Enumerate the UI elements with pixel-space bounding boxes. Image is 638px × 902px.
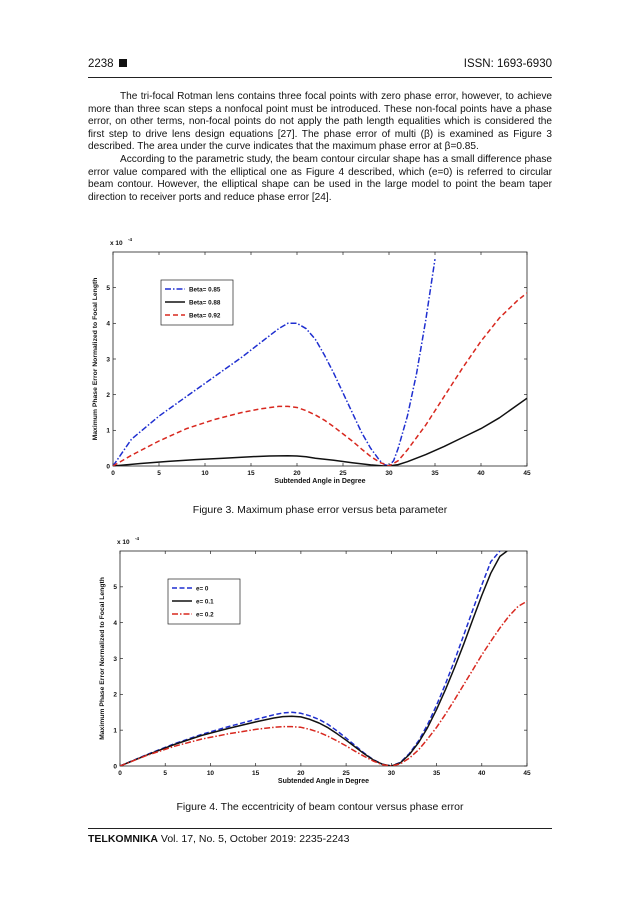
legend-label: Beta= 0.88	[189, 299, 221, 307]
y-tick-label: 5	[113, 584, 117, 592]
figure-4-caption: Figure 4. The eccentricity of beam contour versus phase error	[176, 801, 464, 813]
x-tick-label: 10	[201, 470, 209, 477]
footer-rule	[88, 828, 552, 829]
journal-details: Vol. 17, No. 5, October 2019: 2235-2243	[160, 833, 350, 845]
x-tick-label: 30	[387, 770, 395, 777]
x-tick-label: 35	[431, 470, 439, 477]
figure-4-chart	[90, 536, 550, 794]
issn-label: ISSN: 1693-6930	[463, 58, 552, 70]
series-line-3	[120, 601, 527, 766]
y-multiplier: x 10	[110, 240, 123, 247]
legend-label: Beta= 0.92	[189, 312, 221, 320]
x-tick-label: 15	[252, 770, 260, 777]
x-tick-label: 35	[432, 770, 441, 777]
y-axis-label: Maximum Phase Error Normalized to Focal Length	[99, 577, 106, 740]
y-tick-label: 2	[113, 691, 117, 699]
y-tick-label: 3	[113, 655, 117, 663]
y-tick-label: 0	[106, 463, 110, 471]
y-tick-label: 4	[113, 619, 117, 627]
y-tick-label: 3	[106, 356, 110, 364]
figure-3-caption: Figure 3. Maximum phase error versus beta parameter	[192, 504, 448, 516]
x-tick-label: 15	[247, 470, 255, 477]
legend-label: e= 0.1	[196, 598, 214, 606]
x-tick-label: 20	[297, 770, 305, 777]
y-tick-label: 2	[106, 391, 110, 399]
paragraph-2: According to the parametric study, the beam contour circular shape has a small difference phase error value compared with the elliptical one as Figure 4 described, which (e=0) is referred to circular beam contour. However, the elliptical shape can be used in the large model to point the beam taper direction to receiver ports and reduce phase error [24].	[88, 153, 552, 203]
x-tick-label: 45	[523, 470, 531, 477]
x-tick-label: 5	[157, 470, 161, 477]
x-axis-label: Subtended Angle in Degree	[277, 778, 370, 785]
header-square-icon	[119, 59, 127, 67]
legend-label: e= 0.2	[196, 611, 214, 619]
x-tick-label: 25	[342, 770, 350, 777]
y-tick-label: 1	[113, 727, 117, 735]
x-axis-label: Subtended Angle in Degree	[274, 478, 366, 485]
y-tick-label: 5	[106, 284, 110, 292]
y-tick-label: 0	[113, 763, 117, 771]
y-multiplier-exponent: -4	[135, 536, 140, 541]
x-tick-label: 0	[111, 470, 115, 477]
legend-label: e= 0	[196, 585, 209, 593]
figure-3-chart	[90, 232, 550, 494]
y-multiplier-exponent: -4	[128, 237, 133, 242]
x-tick-label: 30	[385, 470, 393, 477]
header-rule	[88, 77, 552, 78]
x-tick-label: 0	[118, 770, 122, 777]
y-tick-label: 4	[106, 320, 110, 328]
page-footer	[88, 833, 349, 845]
page-number: 2238	[88, 58, 127, 70]
legend-label: Beta= 0.85	[189, 286, 221, 294]
x-tick-label: 20	[293, 470, 301, 477]
series-line-2	[113, 398, 527, 466]
y-axis-label: Maximum Phase Error Normalized to Focal Length	[92, 277, 99, 441]
x-tick-label: 40	[478, 770, 486, 777]
x-tick-label: 40	[477, 470, 485, 477]
x-tick-label: 45	[523, 770, 531, 777]
x-tick-label: 10	[206, 770, 215, 777]
page-header	[88, 58, 552, 76]
paragraph-1: The tri-focal Rotman lens contains three focal points with zero phase error, however, to achieve more than three scan steps a nonfocal point must be introduced. These non-focal points have a phase error, on other terms, non-focal points do not apply the path length equalities which is considered the first step to drive lens design equations [27]. The phase error of multi (β) is examined as Figure 3 described. The area under the curve indicates that the maximum phase error at β=0.85.	[88, 91, 552, 153]
journal-name: TELKOMNIKA	[88, 833, 158, 845]
body-text	[88, 91, 552, 204]
x-tick-label: 25	[339, 470, 347, 477]
x-tick-label: 5	[163, 770, 168, 777]
y-tick-label: 1	[106, 427, 110, 435]
y-multiplier: x 10	[117, 539, 130, 546]
